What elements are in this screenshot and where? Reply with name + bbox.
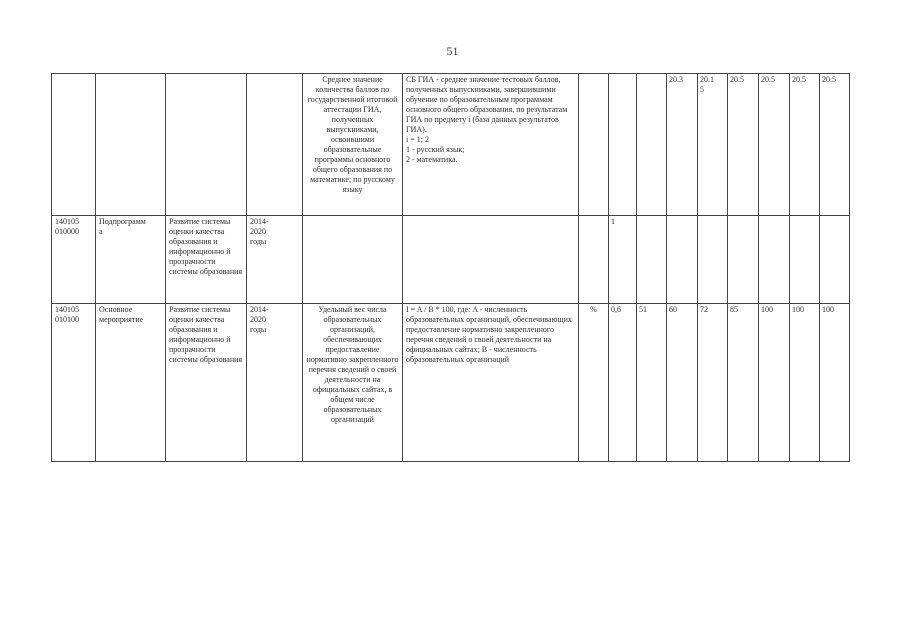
value-cell: 20.5 [728,74,759,216]
weight-cell: 1 [609,216,637,304]
name-cell: Подпрограмм а [96,216,166,304]
empty-cell [637,74,667,216]
empty-cell [637,216,667,304]
value-cell: 72 [698,304,728,462]
name-cell [96,74,166,216]
goal-cell [166,74,247,216]
value-cell [790,216,820,304]
indicator-cell: Среднее значение количества баллов по государственной итоговой аттестации ГИА, полученных выпускниками, освоившими образовательные программы основного общего образования по математике; по русскому языку [303,74,403,216]
value-cell [667,216,698,304]
weight-cell: 0,6 [609,304,637,462]
weight-cell [609,74,637,216]
table-row [52,216,850,304]
value-cell: 100 [759,304,790,462]
value-cell [698,216,728,304]
value-cell: 20.1 5 [698,74,728,216]
goal-cell: Развитие системы оценки качества образования и информационно й прозрачности системы образования [166,304,247,462]
unit-cell: % [579,304,609,462]
formula-cell: СБ ГИА - среднее значение тестовых баллов, полученных выпускниками, завершившими обучение по образовательным программам основного общего образования, по результатам ГИА по предмету i (база данных результатов ГИА). i = 1; 2 1 - русский язык; 2 - математика. [403,74,579,216]
table-row [52,74,850,216]
code-cell: 140105 010100 [52,304,96,462]
value-cell: 20.5 [790,74,820,216]
indicator-cell: Удельный вес числа образовательных организаций, обеспечивающих предоставление нормативно закрепленного перечня сведений о своей деятельности на официальных сайтах, в общем числе образовательных организаций [303,304,403,462]
indicator-cell [303,216,403,304]
value-cell: 100 [820,304,850,462]
value-cell: 20.3 [667,74,698,216]
goal-cell: Развитие системы оценки качества образования и информационно й прозрачности системы образования [166,216,247,304]
unit-cell [579,216,609,304]
value-cell: 60 [667,304,698,462]
name-cell: Основное мероприятие [96,304,166,462]
code-cell: 140105 010000 [52,216,96,304]
value-cell [759,216,790,304]
formula-cell: I = A / B * 100, где: A - численность образовательных организаций, обеспечивающих предоставление нормативно закрепленного перечня сведений о своей деятельности на официальных сайтах; B - численность образовательных организаций [403,304,579,462]
value-cell: 20.5 [759,74,790,216]
period-cell: 2014- 2020 годы [247,216,303,304]
indicators-table [51,73,850,462]
page-number: 51 [446,44,459,58]
period-cell: 2014- 2020 годы [247,304,303,462]
formula-cell [403,216,579,304]
period-cell [247,74,303,216]
value-cell: 20.5 [820,74,850,216]
value-cell: 51 [637,304,667,462]
value-cell [820,216,850,304]
table-row [52,304,850,462]
value-cell: 85 [728,304,759,462]
unit-cell [579,74,609,216]
value-cell [728,216,759,304]
value-cell: 100 [790,304,820,462]
code-cell [52,74,96,216]
